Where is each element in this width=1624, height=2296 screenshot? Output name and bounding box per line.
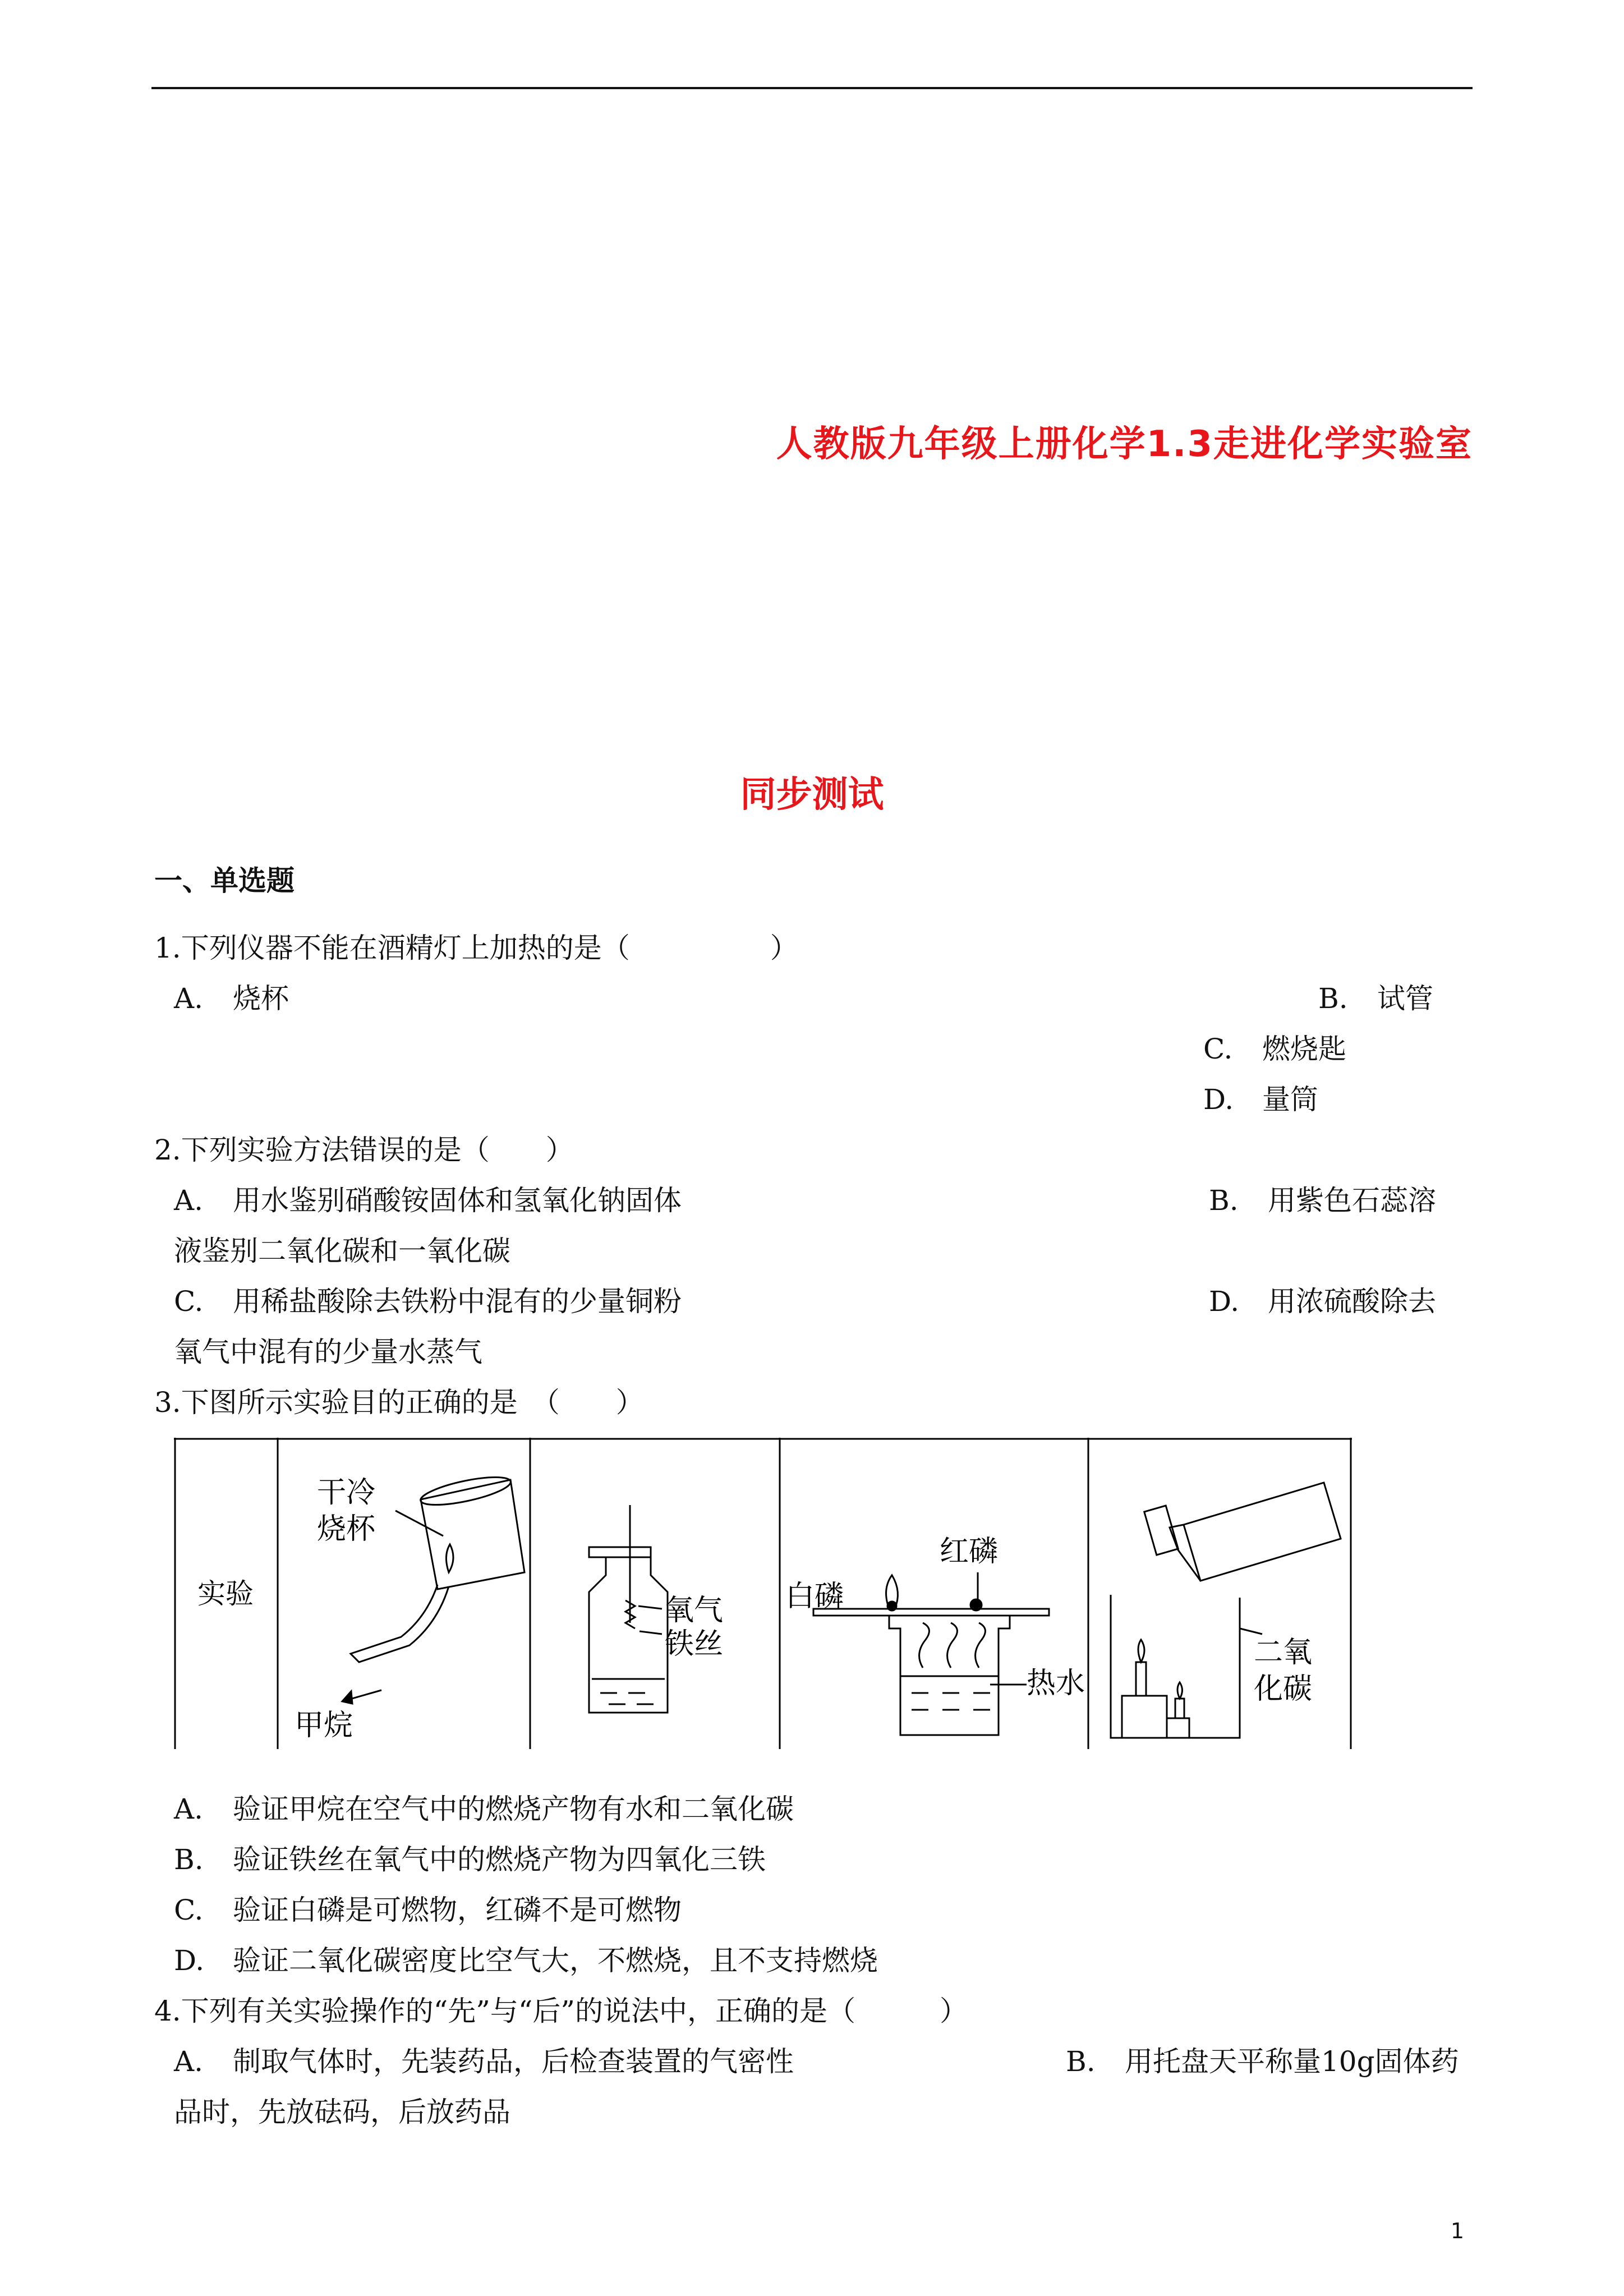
- cell1-label-dry-cold: 干冷: [317, 1476, 376, 1510]
- table-row-label: 实验: [197, 1577, 254, 1610]
- question-4-stem: 4.下列有关实验操作的“先”与“后”的说法中，正确的是（ ）: [154, 1995, 968, 2027]
- question-3-option-a: A. 验证甲烷在空气中的燃烧产物有水和二氧化碳: [174, 1793, 794, 1825]
- cell1-label-beaker: 烧杯: [317, 1512, 376, 1546]
- question-1-option-c: C. 燃烧匙: [1203, 1033, 1346, 1065]
- question-3-option-b: B. 验证铁丝在氧气中的燃烧产物为四氧化三铁: [174, 1843, 766, 1876]
- question-2-option-d: D. 用浓硫酸除去: [1209, 1285, 1436, 1318]
- question-1-option-d: D. 量筒: [1203, 1083, 1318, 1116]
- question-1-stem: 1.下列仪器不能在酒精灯上加热的是（ ）: [154, 932, 798, 964]
- question-4-option-b-continued: 品时，先放砝码，后放药品: [174, 2096, 510, 2128]
- cell2-label-iron-wire: 铁丝: [665, 1627, 724, 1661]
- question-2-stem: 2.下列实验方法错误的是（ ）: [154, 1134, 574, 1166]
- question-3-option-d: D. 验证二氧化碳密度比空气大，不燃烧，且不支持燃烧: [174, 1944, 878, 1977]
- cell3-label-hot-water: 热水: [1027, 1667, 1085, 1700]
- question-2-option-a: A. 用水鉴别硝酸铵固体和氢氧化钠固体: [174, 1184, 682, 1217]
- question-2-option-b-continued: 液鉴别二氧化碳和一氧化碳: [174, 1235, 510, 1267]
- cell3-label-white-phosphorus: 白磷: [785, 1580, 844, 1613]
- iron-wire-oxygen-diagram: [589, 1505, 668, 1713]
- cell1-label-methane: 甲烷: [295, 1709, 353, 1742]
- cell4-label-co2-top: 二氧: [1254, 1636, 1313, 1669]
- question-3-option-c: C. 验证白磷是可燃物，红磷不是可燃物: [174, 1894, 682, 1926]
- question-2-option-b: B. 用紫色石蕊溶: [1209, 1184, 1436, 1217]
- question-2-option-d-continued: 氧气中混有的少量水蒸气: [174, 1336, 482, 1368]
- header-rule: [151, 87, 1473, 89]
- document-subtitle: 同步测试: [740, 774, 884, 816]
- question-4-option-b: B. 用托盘天平称量10g固体药: [1066, 2045, 1459, 2078]
- phosphorus-combustion-diagram: [813, 1572, 1049, 1735]
- question-2-option-c: C. 用稀盐酸除去铁粉中混有的少量铜粉: [174, 1285, 682, 1318]
- cell3-label-red-phosphorus: 红磷: [940, 1535, 999, 1568]
- cell4-label-co2-bottom: 化碳: [1254, 1672, 1313, 1706]
- question-4-option-a: A. 制取气体时，先装药品，后检查装置的气密性: [174, 2045, 794, 2078]
- document-title: 人教版九年级上册化学1.3走进化学实验室: [776, 424, 1473, 465]
- cell2-label-oxygen: 氧气: [665, 1594, 724, 1627]
- page-number: 1: [1450, 2219, 1464, 2243]
- experiment-table: [174, 1438, 1352, 1749]
- section-heading: 一、单选题: [154, 864, 295, 897]
- question-3-stem: 3.下图所示实验目的正确的是 （ ）: [154, 1386, 644, 1419]
- question-1-option-a: A. 烧杯: [174, 982, 289, 1015]
- question-1-option-b: B. 试管: [1318, 982, 1433, 1015]
